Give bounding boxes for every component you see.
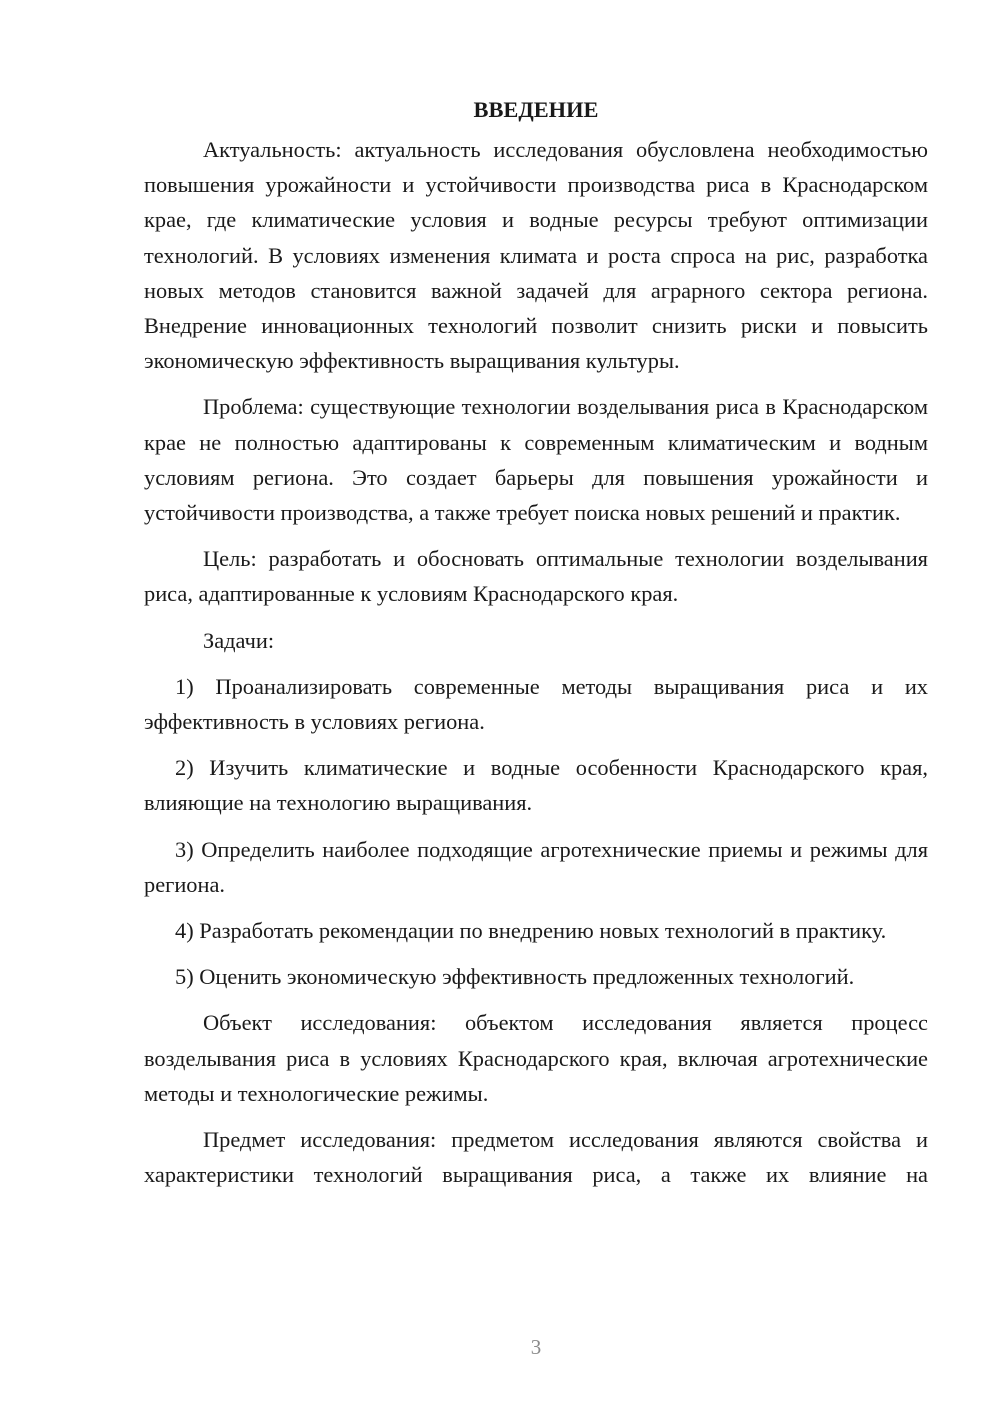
task-item-5: 5) Оценить экономическую эффективность предложенных технологий. xyxy=(175,964,855,990)
object-paragraph: Объект исследования: объектом исследования является процесс возделывания риса в условиях Краснодарского края, включая агротехнические методы и технологические режимы. xyxy=(144,1010,928,1106)
page-number: 3 xyxy=(530,1335,542,1359)
section-heading: ВВЕДЕНИЕ xyxy=(473,97,599,122)
task-item-4: 4) Разработать рекомендации по внедрению новых технологий в практику. xyxy=(175,918,887,944)
tasks-label: Задачи: xyxy=(203,627,275,653)
subject-paragraph: Предмет исследования: предметом исследования являются свойства и характеристики технологий выращивания риса, а также их влияние на xyxy=(144,1127,928,1188)
task-item-2: 2) Изучить климатические и водные особенности Краснодарского края, влияющие на технологию выращивания. xyxy=(144,755,928,816)
goal-paragraph: Цель: разработать и обосновать оптимальные технологии возделывания риса, адаптированные к условиям Краснодарского края. xyxy=(144,546,928,607)
task-item-3: 3) Определить наиболее подходящие агротехнические приемы и режимы для региона. xyxy=(144,836,928,897)
page-content xyxy=(144,96,928,1203)
relevance-paragraph: Актуальность: актуальность исследования обусловлена необходимостью повышения урожайности и устойчивости производства риса в Краснодарском крае, где климатические условия и водные ресурсы требуют оптимизации технологий. В условиях изменения климата и роста спроса на рис, разработка новых методов становится важной задачей для аграрного сектора региона. Внедрение инновационных технологий позволит снизить риски и повысить экономическую эффективность выращивания культуры. xyxy=(144,137,928,374)
task-item-1: 1) Проанализировать современные методы выращивания риса и их эффективность в условиях региона. xyxy=(144,673,928,735)
problem-paragraph: Проблема: существующие технологии возделывания риса в Краснодарском крае не полностью адаптированы к современным климатическим и водным условиям региона. Это создает барьеры для повышения урожайности и устойчивости производства, а также требует поиска новых решений и практик. xyxy=(144,394,928,526)
